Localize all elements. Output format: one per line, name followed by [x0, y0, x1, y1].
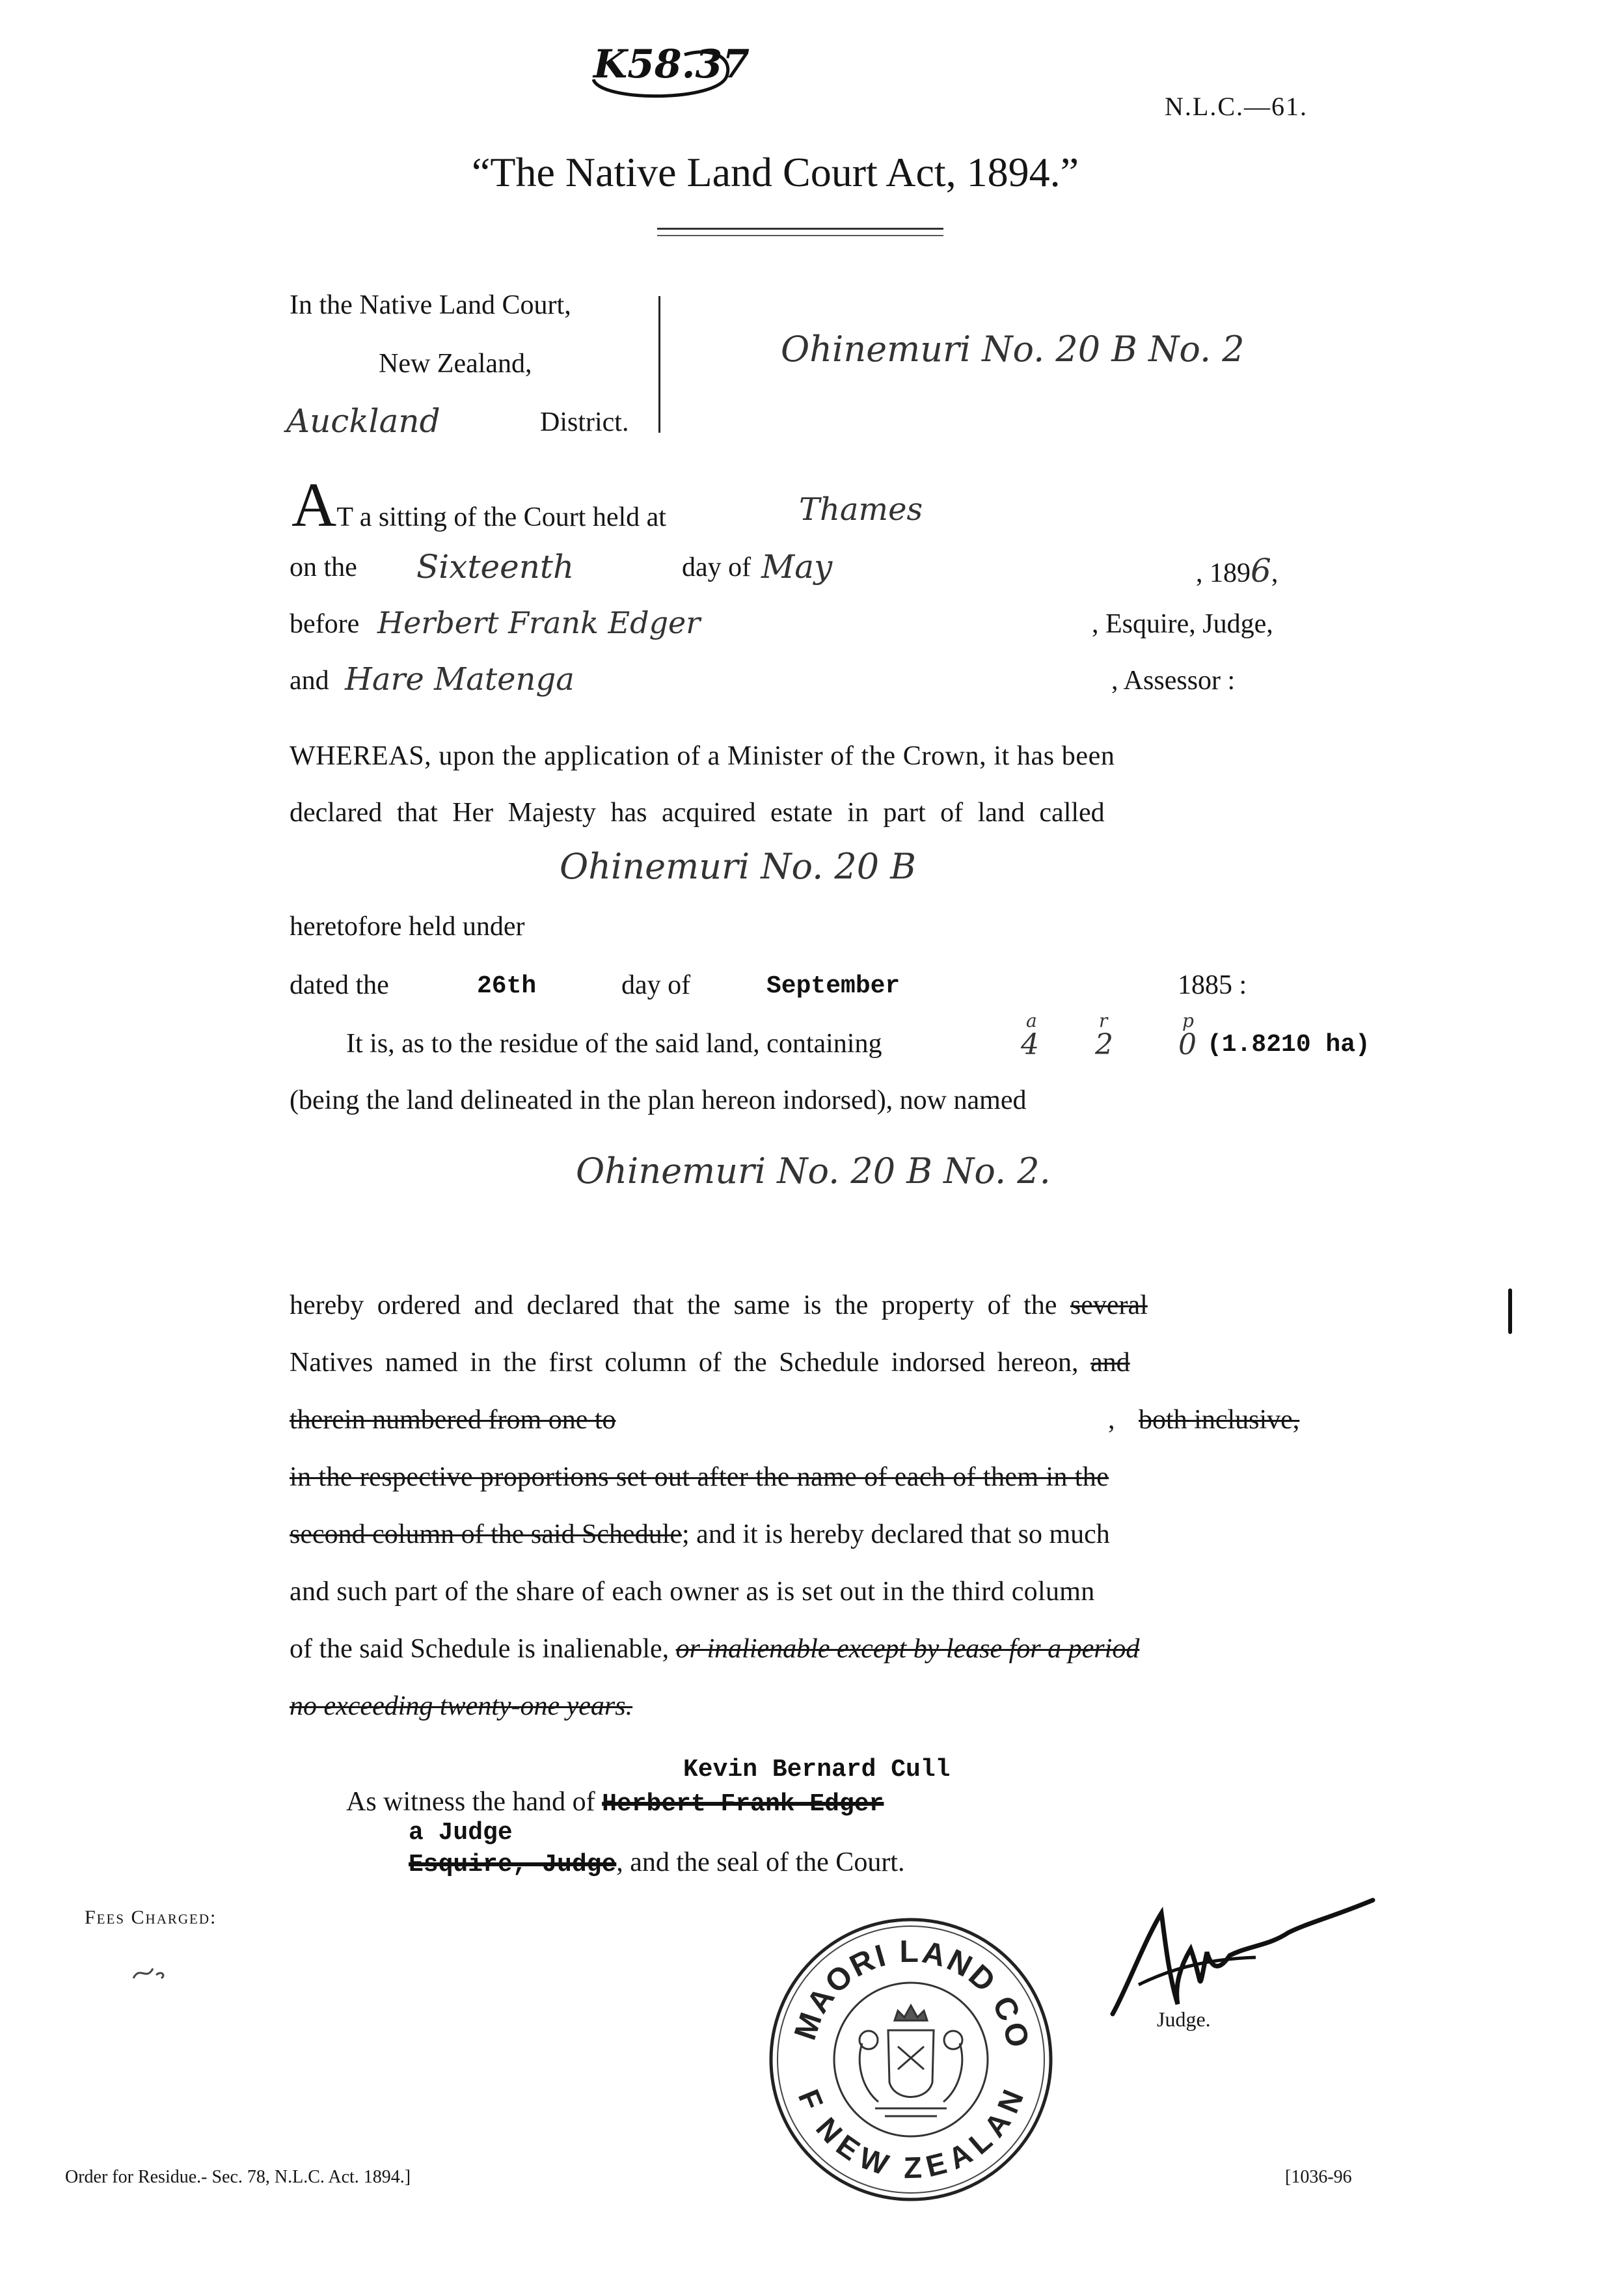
dated-day-of-label: day of: [621, 970, 691, 1000]
order-line-3-struck-a: therein numbered from one to: [290, 1405, 616, 1435]
area-value-perches: 0: [1178, 1028, 1197, 1061]
assessor-name-handwritten: Hare Matenga: [345, 661, 575, 698]
as-witness-label: As witness the hand of: [346, 1787, 595, 1817]
order-line-4-struck: in the respective proportions set out after the name of each of them in the: [290, 1462, 1109, 1492]
fees-charged-label: Fees Charged:: [85, 1907, 217, 1928]
order-line-1: [290, 1290, 1148, 1321]
sitting-place-handwritten: Thames: [799, 491, 923, 528]
margin-mark: [1508, 1288, 1512, 1334]
coat-of-arms-icon: [859, 2006, 962, 2116]
area-unit-roods: r: [1099, 1010, 1108, 1031]
year-digit-handwritten: 6: [1251, 552, 1271, 590]
order-line-2: [290, 1347, 1130, 1378]
year-suffix: ,: [1271, 558, 1279, 588]
witness-line: [346, 1786, 884, 1818]
page-title: “The Native Land Court Act, 1894.”: [472, 149, 1079, 195]
reference-annotation: [574, 40, 750, 99]
court-line-1: In the Native Land Court,: [290, 290, 571, 320]
witness-struck-title: Esquire, Judge: [409, 1851, 617, 1879]
dated-the-label: dated the: [290, 970, 389, 1000]
residue-line-2: (being the land delineated in the plan hereon indorsed), now named: [290, 1085, 1027, 1115]
witness-struck-name: Herbert Frank Edger: [602, 1790, 884, 1818]
order-line-8-struck: no exceeding twenty-one years.: [290, 1691, 633, 1721]
year-prefix: , 189: [1196, 558, 1251, 588]
court-line-2: New Zealand,: [379, 349, 532, 379]
order-line-1-text: hereby ordered and declared that the same is the property of the: [290, 1290, 1057, 1320]
day-of-label: day of: [682, 552, 751, 582]
area-value-acres: 4: [1021, 1028, 1039, 1061]
area-value-roods: 2: [1095, 1028, 1113, 1061]
new-name-handwritten: Ohinemuri No. 20 B No. 2.: [576, 1150, 1051, 1191]
whereas-line-2: declared that Her Majesty has acquired estate in part of land called: [290, 798, 1105, 828]
court-bracket: [649, 296, 660, 433]
order-line-2-struck: and: [1090, 1348, 1130, 1378]
district-label: District.: [540, 407, 629, 437]
judge-signature-icon: [1100, 1887, 1386, 2037]
judge-name-handwritten: Herbert Frank Edger: [377, 605, 701, 640]
dated-day: 26th: [477, 972, 537, 1000]
sitting-line: [291, 469, 666, 541]
order-line-7-struck: or inalienable except by lease for a period: [675, 1634, 1140, 1664]
witness-typed-title: a Judge: [409, 1819, 513, 1847]
before-label: before: [290, 609, 360, 639]
sitting-initial: A: [291, 470, 337, 539]
seal-top-text: MAORI LAND CO: [788, 1934, 1036, 2053]
area-measure: [1018, 1010, 1383, 1068]
order-line-2-text: Natives named in the first column of the Schedule indorsed hereon,: [290, 1348, 1079, 1378]
order-line-3-struck-b: both inclusive,: [1139, 1405, 1300, 1435]
order-line-5: [290, 1519, 1110, 1550]
seal-of-court-text: , and the seal of the Court.: [616, 1847, 905, 1877]
order-line-7: [290, 1633, 1139, 1665]
footer-left: Order for Residue.- Sec. 78, N.L.C. Act. 1894.]: [65, 2167, 411, 2187]
esquire-judge-label: , Esquire, Judge,: [1092, 609, 1273, 639]
heretofore-line: heretofore held under: [290, 912, 525, 942]
sitting-month-handwritten: May: [761, 548, 833, 586]
order-line-5-text: ; and it is hereby declared that so much: [682, 1519, 1110, 1549]
dated-year: 1885 :: [1178, 970, 1247, 1000]
residue-line-1: It is, as to the residue of the said land, containing: [346, 1029, 882, 1059]
order-line-5-struck: second column of the said Schedule: [290, 1519, 683, 1549]
order-line-6: and such part of the share of each owner as is set out in the third column: [290, 1577, 1095, 1607]
judge-label: Judge.: [1157, 2007, 1211, 2031]
witness-title-line: [409, 1847, 904, 1879]
area-unit-acres: a: [1026, 1010, 1037, 1031]
and-label: and: [290, 666, 329, 696]
whereas-line-1: WHEREAS, upon the application of a Minister of the Crown, it has been: [290, 741, 1115, 771]
order-line-1-struck: several: [1070, 1290, 1148, 1320]
form-number: N.L.C.—61.: [1165, 92, 1308, 121]
district-handwritten: Auckland: [286, 402, 440, 440]
fees-mark-icon: [130, 1959, 169, 1988]
seal-bottom-text: F NEW ZEALAN: [791, 2083, 1031, 2185]
block-name-handwritten: Ohinemuri No. 20 B No. 2: [781, 329, 1245, 370]
sitting-intro: T a sitting of the Court held at: [336, 502, 666, 532]
order-line-7-text: of the said Schedule is inalienable,: [290, 1634, 670, 1664]
dated-month: September: [766, 972, 900, 1000]
area-unit-perches: p: [1182, 1010, 1194, 1031]
order-line-3-comma: ,: [1108, 1405, 1115, 1435]
court-seal: [765, 1913, 1057, 2206]
land-name-handwritten: Ohinemuri No. 20 B: [560, 846, 916, 887]
witness-typed-name: Kevin Bernard Cull: [683, 1756, 951, 1784]
title-rule: [657, 228, 943, 236]
on-the-label: on the: [290, 552, 357, 582]
area-hectares: (1.8210 ha): [1207, 1031, 1370, 1059]
assessor-label: , Assessor :: [1111, 666, 1236, 696]
reference-text: K58.37: [593, 42, 750, 87]
sitting-year: [1196, 552, 1278, 590]
sitting-day-handwritten: Sixteenth: [416, 548, 575, 586]
footer-right: [1036-96: [1285, 2167, 1352, 2187]
